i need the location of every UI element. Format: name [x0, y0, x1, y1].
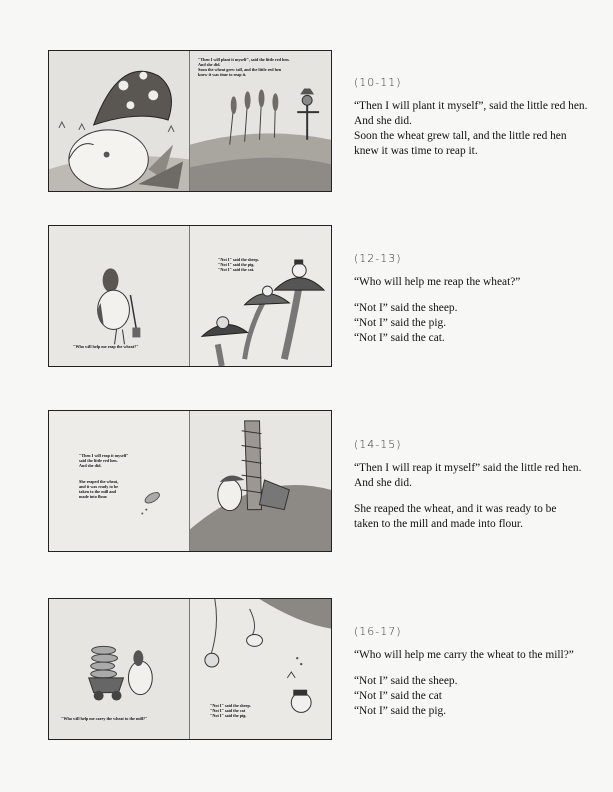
page-11-text: "Then I will plant it myself", said the little red hen. And she did. Soon the wheat grew tall, and the little red hen knew it was time to reap it.: [198, 57, 290, 77]
note-line: She reaped the wheat, and it was ready to be: [354, 503, 557, 515]
note-line: “Then I will plant it myself”, said the little red hen.: [354, 100, 588, 112]
page-11-illustration: [189, 51, 331, 191]
note-line: “Not I” said the cat: [354, 690, 442, 702]
note-line: And she did.: [354, 115, 412, 127]
page-14-text-a: "Then I will reap it myself" said the little red hen. And she did.: [79, 453, 129, 468]
page-12-text: "Who will help me reap the wheat?": [73, 344, 139, 349]
page-17-illustration: [189, 599, 331, 739]
hen-under-mushroom-sketch: [49, 51, 190, 191]
page-number-label: (14-15): [354, 438, 402, 451]
storyboard-spread-10-11: [48, 50, 332, 192]
note-line: Soon the wheat grew tall, and the little red hen: [354, 130, 567, 142]
storyboard-spread-12-13: [48, 225, 332, 367]
note-line: taken to the mill and made into flour.: [354, 518, 523, 530]
page-number-label: (16-17): [354, 625, 402, 638]
note-line: “Not I” said the sheep.: [354, 302, 458, 314]
spread-notes-16-17: [354, 625, 604, 719]
note-line: “Who will help me carry the wheat to the mill?”: [354, 649, 574, 661]
page-number-label: (12-13): [354, 252, 402, 265]
page-17-text: "Not I" said the sheep. "Not I" said the cat "Not I" said the pig.: [210, 703, 251, 718]
storyboard-spread-16-17: [48, 598, 332, 740]
animals-in-tree-sketch: [190, 599, 331, 739]
note-line: “Who will help me reap the wheat?”: [354, 276, 521, 288]
page-16-text: "Who will help me carry the wheat to the mill?": [61, 716, 148, 721]
note-line: knew it was time to reap it.: [354, 145, 478, 157]
page-14-illustration: [49, 411, 190, 551]
page-15-illustration: [189, 411, 331, 551]
note-line: And she did.: [354, 477, 412, 489]
note-line: “Then I will reap it myself” said the little red hen.: [354, 462, 582, 474]
spread-notes-12-13: [354, 252, 604, 346]
page-10-illustration: [49, 51, 190, 191]
note-line: “Not I” said the pig.: [354, 317, 447, 329]
animals-on-mushrooms-sketch: [190, 226, 331, 366]
spread-notes-10-11: [354, 76, 604, 159]
note-line: “Not I” said the cat.: [354, 332, 445, 344]
note-line: “Not I” said the pig.: [354, 705, 447, 717]
page-16-illustration: [49, 599, 190, 739]
note-line: “Not I” said the sheep.: [354, 675, 458, 687]
spread-notes-14-15: [354, 438, 604, 532]
page-number-label: (10-11): [354, 76, 402, 89]
page-13-text: "Not I" said the sheep. "Not I" said the pig. "Not I" said the cat.: [218, 257, 259, 272]
page-14-text-b: She reaped the wheat, and it was ready to be taken to the mill and made into flour.: [79, 479, 119, 499]
hen-reaping-sketch: [190, 411, 331, 551]
storyboard-spread-14-15: [48, 410, 332, 552]
page-12-illustration: [49, 226, 190, 366]
page-13-illustration: [189, 226, 331, 366]
